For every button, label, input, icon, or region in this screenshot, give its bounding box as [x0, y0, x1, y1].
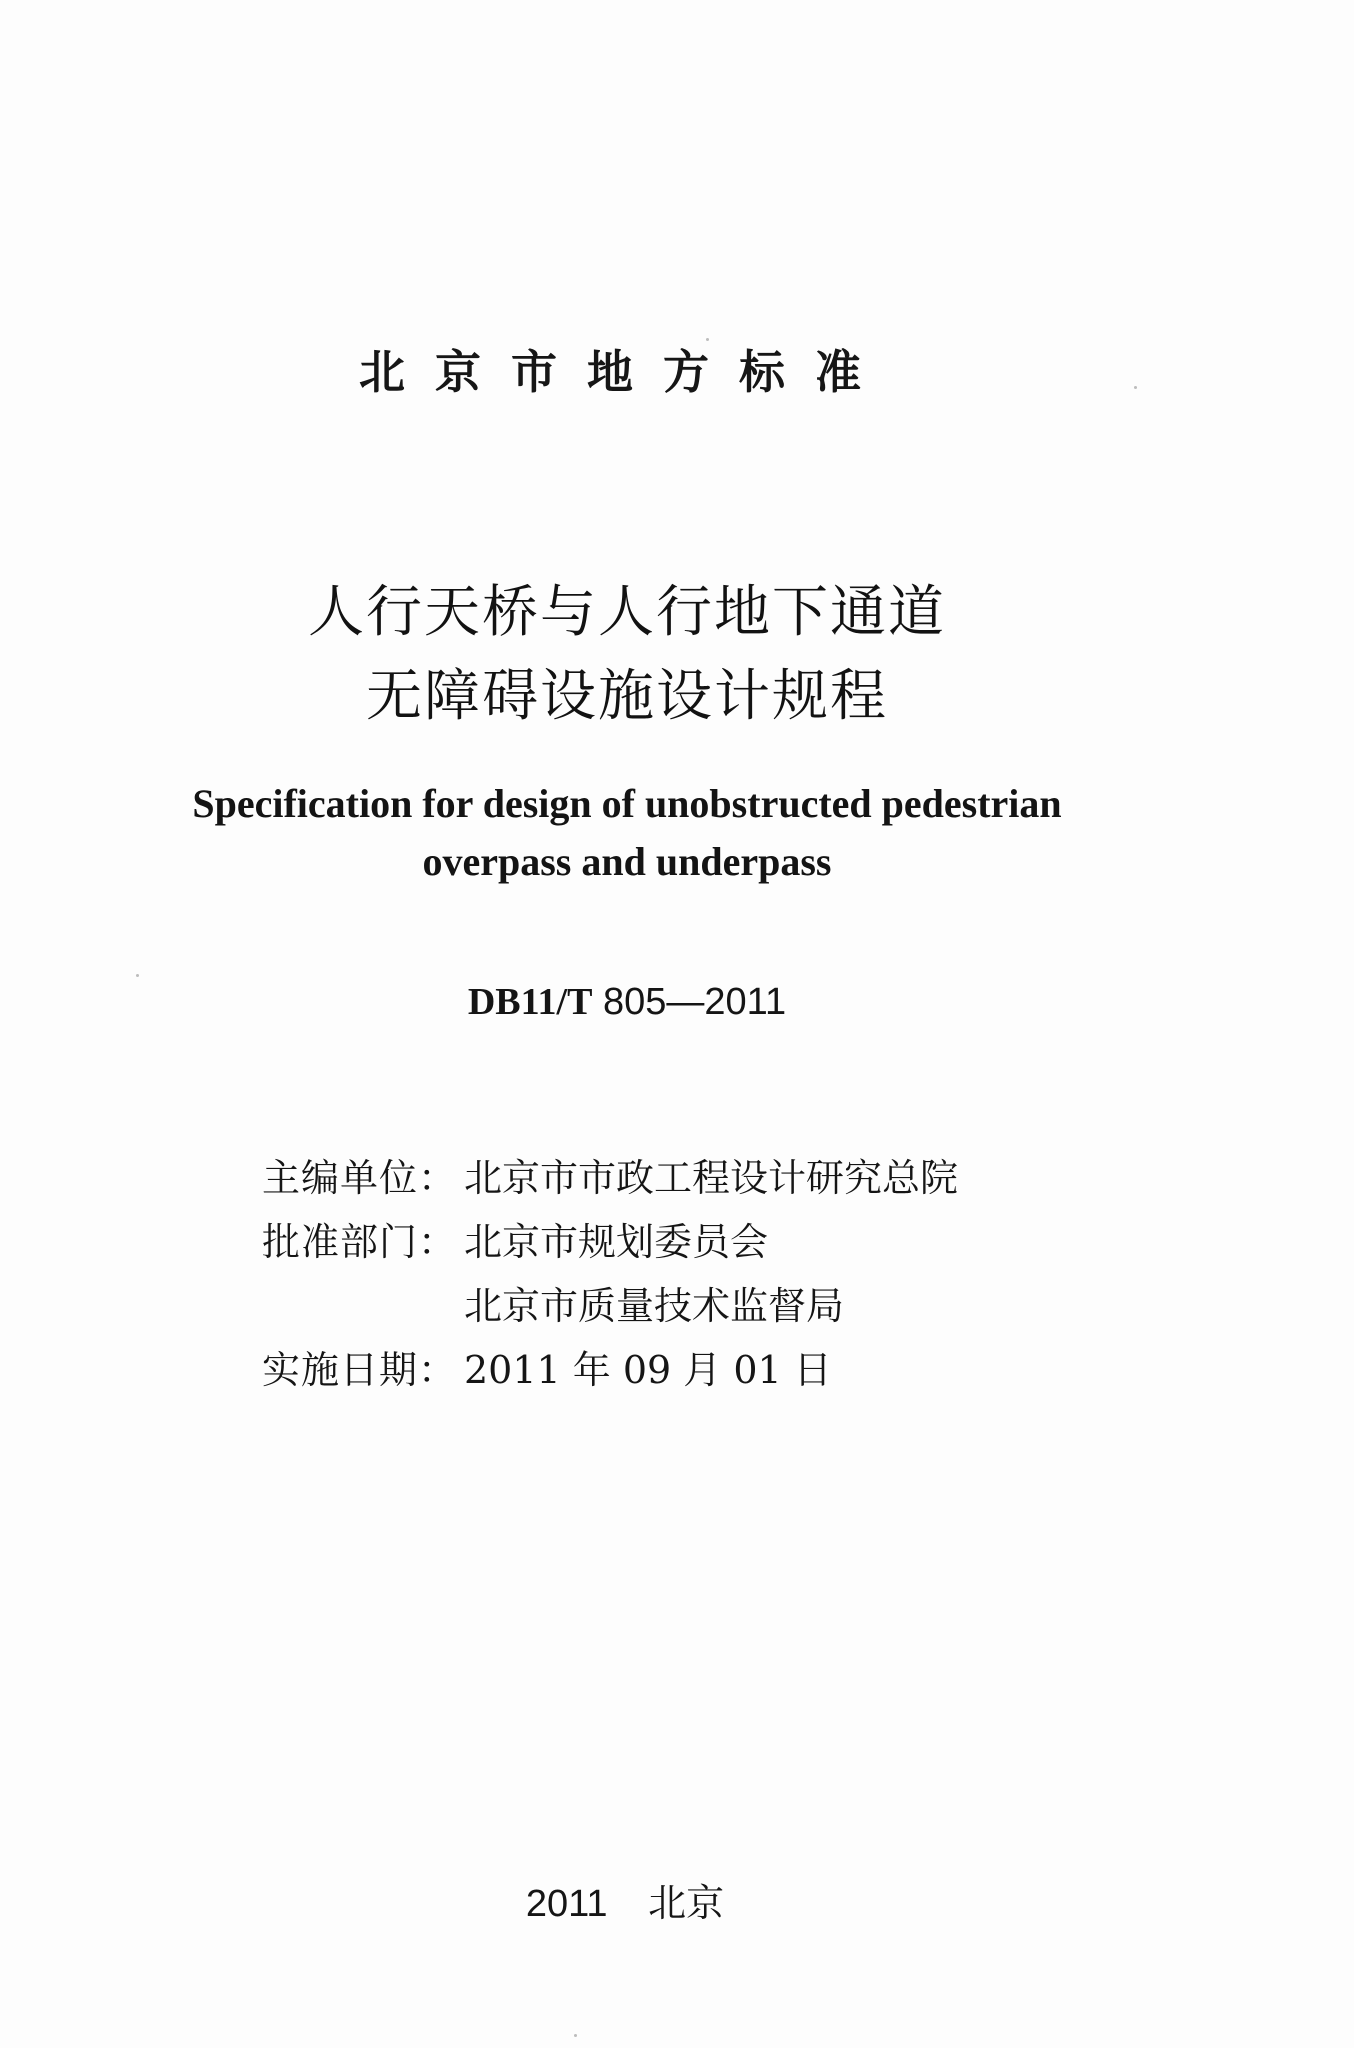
footer-place: 北京: [648, 1883, 725, 1925]
standard-code-prefix: DB11/T: [467, 981, 593, 1023]
title-english-line-2: overpass and underpass: [422, 839, 832, 884]
editor-value: 北京市市政工程设计研究总院: [464, 1156, 959, 1200]
info-row-approver: [262, 1210, 958, 1274]
standard-code: [0, 980, 1254, 1024]
date-label: 实施日期：: [262, 1348, 458, 1392]
date-value: 2011 年 09 月 01 日: [464, 1348, 832, 1392]
footer-year: 2011: [525, 1883, 608, 1925]
approver-value-1: 北京市规划委员会: [464, 1220, 769, 1264]
info-row-date: [262, 1338, 958, 1402]
info-row-editor: [262, 1146, 958, 1210]
info-row-approver-2: [262, 1274, 958, 1338]
publication-info: [262, 1146, 958, 1402]
approver-label-spacer: [262, 1274, 464, 1338]
title-chinese-line-2: 无障碍设施设计规程: [366, 664, 888, 729]
title-chinese-line-1: 人行天桥与人行地下通道: [308, 580, 946, 645]
title-english-line-1: Specification for design of unobstructed pedestrian: [192, 781, 1062, 826]
standard-code-number: 805—2011: [603, 981, 787, 1023]
publication-footer: [0, 1872, 1250, 1927]
scan-speck: [136, 974, 139, 977]
approver-value-2: 北京市质量技术监督局: [464, 1284, 845, 1328]
standard-series: 北京市地方标准: [359, 345, 891, 399]
approver-label: 批准部门：: [262, 1220, 458, 1264]
editor-label: 主编单位：: [262, 1156, 458, 1200]
scan-speck: [574, 2034, 577, 2037]
